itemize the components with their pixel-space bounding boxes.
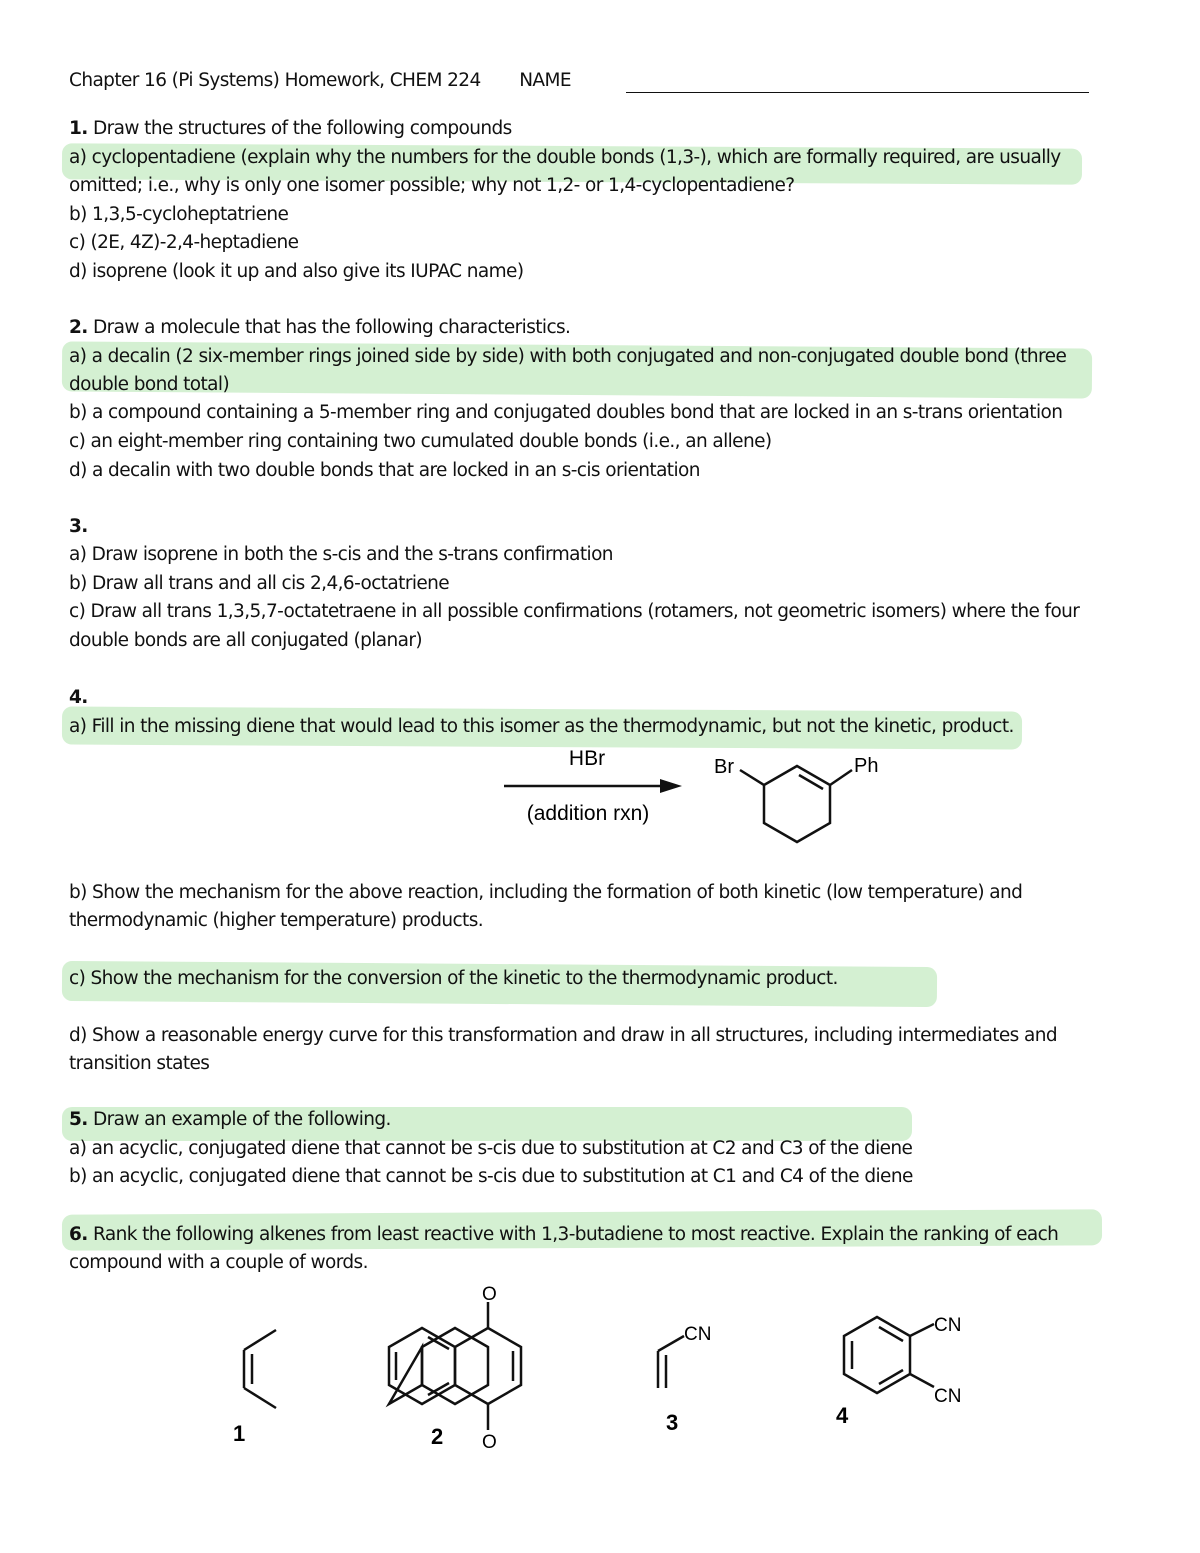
q6-prompt-line2: compound with a couple of words. [69, 1252, 368, 1273]
q4-c: c) Show the mechanism for the conversion of the kinetic to the thermodynamic product. [69, 968, 838, 989]
q4-d-line2: transition states [69, 1053, 210, 1074]
q6-number: 6. [69, 1224, 88, 1245]
product-cyclohexene [740, 766, 852, 842]
q3-c-line2: double bonds are all conjugated (planar) [69, 630, 423, 651]
name-label: NAME [519, 70, 571, 91]
q2-d: d) a decalin with two double bonds that are locked in an s-cis orientation [69, 460, 700, 481]
compound-1-number: 1 [233, 1421, 246, 1446]
q5-a: a) an acyclic, conjugated diene that cannot be s-cis due to substitution at C2 and C3 of the diene [69, 1138, 913, 1159]
q1-c: c) (2E, 4Z)-2,4-heptadiene [69, 232, 299, 253]
compound-3-number: 3 [666, 1410, 679, 1435]
page-title: Chapter 16 (Pi Systems) Homework, CHEM 224 [69, 70, 481, 91]
q5-b: b) an acyclic, conjugated diene that cannot be s-cis due to substitution at C1 and C4 of the diene [69, 1166, 913, 1187]
q1-b: b) 1,3,5-cycloheptatriene [69, 204, 289, 225]
q4-number: 4. [69, 687, 88, 708]
compound-2-structure [385, 1280, 535, 1455]
reaction-scheme [490, 740, 910, 855]
compound-3-structure [640, 1318, 730, 1443]
condition-label: (addition rxn) [526, 802, 650, 825]
compound-3-cn: CN [684, 1324, 712, 1345]
q6-prompt-line1 [69, 1224, 1058, 1245]
q2-a-line1: a) a decalin (2 six-member rings joined side by side) with both conjugated and non-conjugated double bond (three [69, 346, 1067, 367]
product-ph-label: Ph [854, 755, 879, 777]
q3-number: 3. [69, 516, 88, 537]
q2-a-line2: double bond total) [69, 374, 230, 395]
compound-2-o-top: O [482, 1284, 497, 1305]
q1-a-line1: a) cyclopentadiene (explain why the numbers for the double bonds (1,3-), which are formally required, are usually [69, 147, 1061, 168]
q1-prompt-text: Draw the structures of the following compounds [92, 118, 512, 139]
q6-prompt-text: Rank the following alkenes from least reactive with 1,3-butadiene to most reactive. Explain the ranking of each [92, 1224, 1059, 1245]
q1-number: 1. [69, 118, 88, 139]
q4-d-line1: d) Show a reasonable energy curve for this transformation and draw in all structures, including intermediates and [69, 1025, 1057, 1046]
q3-c-line1: c) Draw all trans 1,3,5,7-octatetraene in all possible confirmations (rotamers, not geometric isomers) where the four [69, 601, 1080, 622]
compound-4-number: 4 [836, 1403, 849, 1428]
q5-number: 5. [69, 1109, 88, 1130]
q1-prompt [69, 118, 512, 139]
q2-prompt-text: Draw a molecule that has the following characteristics. [92, 317, 571, 338]
q1-d: d) isoprene (look it up and also give its IUPAC name) [69, 261, 524, 282]
compound-4-cn-bottom: CN [934, 1386, 962, 1407]
q2-c: c) an eight-member ring containing two cumulated double bonds (i.e., an allene) [69, 431, 772, 452]
q3-a: a) Draw isoprene in both the s-cis and the s-trans confirmation [69, 544, 613, 565]
q3-b: b) Draw all trans and all cis 2,4,6-octatriene [69, 573, 450, 594]
product-br-label: Br [714, 756, 734, 778]
compound-2-o-bottom: O [482, 1432, 497, 1453]
reaction-arrow-head [660, 779, 682, 793]
q2-b: b) a compound containing a 5-member ring and conjugated doubles bond that are locked in an s-trans orientation [69, 402, 1063, 423]
q4-b-line1: b) Show the mechanism for the above reaction, including the formation of both kinetic (low temperature) and [69, 882, 1023, 903]
q1-a-line2: omitted; i.e., why is only one isomer possible; why not 1,2- or 1,4-cyclopentadiene? [69, 175, 795, 196]
q5-prompt [69, 1109, 391, 1130]
compound-2-number: 2 [431, 1424, 444, 1449]
reagent-label: HBr [568, 747, 606, 770]
q5-prompt-text: Draw an example of the following. [92, 1109, 391, 1130]
q2-prompt [69, 317, 570, 338]
compound-4-cn-top: CN [934, 1315, 962, 1336]
compound-1-structure [220, 1320, 290, 1450]
q4-a: a) Fill in the missing diene that would lead to this isomer as the thermodynamic, but not the kinetic, product. [69, 716, 1014, 737]
page-header [69, 70, 571, 91]
q4-b-line2: thermodynamic (higher temperature) products. [69, 910, 484, 931]
name-blank-line [626, 92, 1089, 93]
compound-4-structure [830, 1305, 980, 1435]
q2-number: 2. [69, 317, 88, 338]
